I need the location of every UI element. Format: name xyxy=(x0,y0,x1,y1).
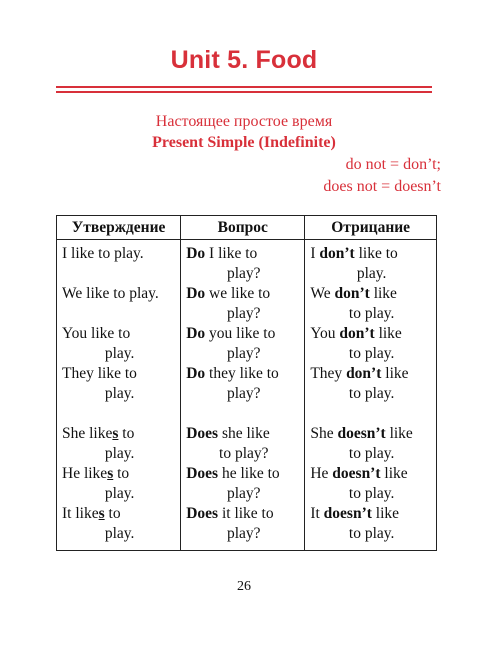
verb-ending: s xyxy=(98,505,105,522)
negative-i xyxy=(310,244,433,284)
auxiliary: Does xyxy=(186,465,219,482)
title-divider-bottom xyxy=(56,91,432,93)
spacer xyxy=(62,264,177,284)
question-he xyxy=(186,464,301,504)
verb-stem: She like xyxy=(62,425,113,442)
verb-ending: s xyxy=(112,425,119,442)
line1-rest: to xyxy=(104,505,121,522)
page-number: 26 xyxy=(237,579,251,594)
question-i xyxy=(186,244,301,284)
auxiliary: Does xyxy=(186,425,219,442)
line1-rest: to xyxy=(118,425,135,442)
line1-rest: like xyxy=(385,425,413,442)
title-divider-top xyxy=(56,86,432,88)
table-row xyxy=(57,240,437,551)
header-negative: Отрицание xyxy=(305,216,437,240)
subject: She xyxy=(310,425,338,442)
affirmative-it xyxy=(62,504,177,544)
line2: play. xyxy=(104,345,135,362)
negative-they xyxy=(310,364,433,404)
verb-ending: s xyxy=(107,465,114,482)
affirmative-she xyxy=(62,424,177,464)
page-title: Unit 5. Food xyxy=(170,46,318,74)
line1: You like to xyxy=(62,325,131,342)
negation: don’t xyxy=(334,285,370,302)
negation: doesn’t xyxy=(323,505,372,522)
negation: don’t xyxy=(319,245,355,262)
line2: play. xyxy=(104,485,135,502)
negation: doesn’t xyxy=(337,425,386,442)
question-column xyxy=(181,240,305,551)
line1-rest: we like to xyxy=(205,285,271,302)
contraction-note-does: does not = doesn’t xyxy=(323,178,441,195)
question-it xyxy=(186,504,301,544)
contraction-note-do: do not = don’t; xyxy=(345,156,441,173)
line2: play. xyxy=(104,525,135,542)
verb-stem: It like xyxy=(62,505,99,522)
line2: to play. xyxy=(348,485,395,502)
line2: to play. xyxy=(348,305,395,322)
question-they xyxy=(186,364,301,404)
question-you xyxy=(186,324,301,364)
line1-rest: it like to xyxy=(218,505,274,522)
verb-stem: He like xyxy=(62,465,108,482)
auxiliary: Do xyxy=(186,325,206,342)
subtitle-english: Present Simple (Indefinite) xyxy=(152,134,336,151)
line2: play? xyxy=(226,265,261,282)
negative-you xyxy=(310,324,433,364)
spacer xyxy=(62,304,177,324)
line2: play. xyxy=(356,265,387,282)
negative-column xyxy=(305,240,437,551)
header-question: Вопрос xyxy=(181,216,305,240)
table-header-row xyxy=(57,216,437,240)
subject: I xyxy=(310,245,320,262)
line2: play? xyxy=(226,385,261,402)
line1-rest: they like to xyxy=(205,365,279,382)
affirmative-column xyxy=(57,240,181,551)
line1: We like to play. xyxy=(62,285,159,302)
line2: to play. xyxy=(348,345,395,362)
auxiliary: Do xyxy=(186,365,206,382)
subject: They xyxy=(310,365,347,382)
line1-rest: to xyxy=(113,465,130,482)
negative-he xyxy=(310,464,433,504)
line1-rest: like xyxy=(371,505,400,522)
line2: play. xyxy=(104,445,135,462)
line2: play? xyxy=(226,345,261,362)
group-gap xyxy=(310,404,433,424)
subject: It xyxy=(310,505,324,522)
line2: play? xyxy=(226,485,261,502)
subject: He xyxy=(310,465,333,482)
question-she xyxy=(186,424,301,464)
auxiliary: Do xyxy=(186,285,206,302)
line2: to play? xyxy=(219,445,269,462)
line1-rest: like xyxy=(369,285,397,302)
line1-rest: like xyxy=(374,325,402,342)
negative-it xyxy=(310,504,433,544)
affirmative-they xyxy=(62,364,177,404)
affirmative-he xyxy=(62,464,177,504)
question-we xyxy=(186,284,301,324)
affirmative-i xyxy=(62,244,177,264)
line1-rest: like xyxy=(381,365,409,382)
negative-we xyxy=(310,284,433,324)
header-affirmative: Утверждение xyxy=(57,216,181,240)
auxiliary: Do xyxy=(186,245,206,262)
line1-rest: like xyxy=(380,465,408,482)
subject: We xyxy=(310,285,335,302)
line2: to play. xyxy=(348,385,395,402)
group-gap xyxy=(186,404,301,424)
line1-rest: he like to xyxy=(218,465,280,482)
group-gap xyxy=(62,404,177,424)
line2: play. xyxy=(104,385,135,402)
line2: play? xyxy=(226,525,261,542)
negative-she xyxy=(310,424,433,464)
negation: don’t xyxy=(346,365,382,382)
line1: I like to play. xyxy=(62,245,144,262)
grammar-table xyxy=(56,215,437,551)
affirmative-we xyxy=(62,284,177,304)
line2: to play. xyxy=(348,525,395,542)
line1-rest: you like to xyxy=(205,325,276,342)
negation: don’t xyxy=(339,325,375,342)
line1-rest: I like to xyxy=(205,245,258,262)
line2: to play. xyxy=(348,445,395,462)
line1-rest: like to xyxy=(354,245,398,262)
subject: You xyxy=(310,325,340,342)
subtitle-russian: Настоящее простое время xyxy=(155,113,333,130)
negation: doesn’t xyxy=(332,465,381,482)
line1: They like to xyxy=(62,365,137,382)
line1-rest: she like xyxy=(218,425,270,442)
affirmative-you xyxy=(62,324,177,364)
auxiliary: Does xyxy=(186,505,219,522)
line2: play? xyxy=(226,305,261,322)
